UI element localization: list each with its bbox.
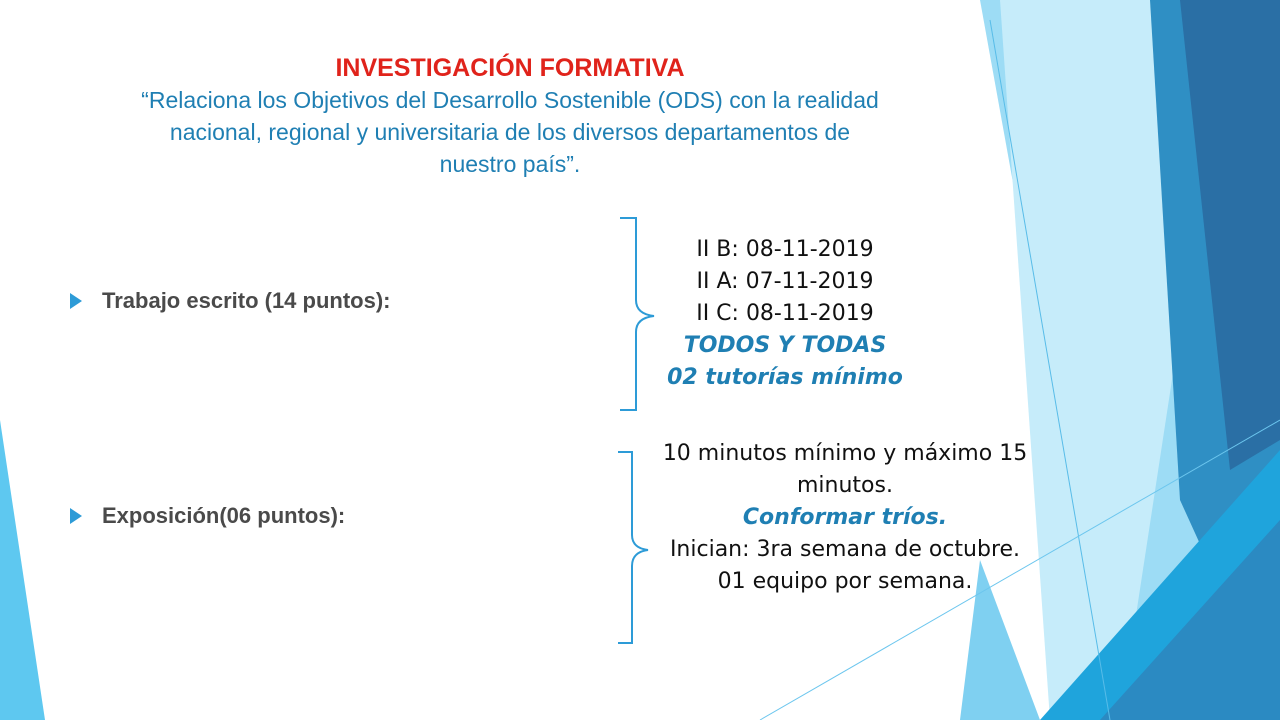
exposicion-line-2: minutos.	[797, 473, 893, 498]
trabajo-line-1: II B: 08-11-2019	[696, 237, 874, 262]
slide-subtitle-line-3: nuestro país”.	[439, 151, 581, 177]
trabajo-line-4: TODOS Y TODAS	[683, 333, 887, 358]
trabajo-line-3: II C: 08-11-2019	[696, 301, 874, 326]
left-edge-shape	[0, 420, 45, 720]
slide-subtitle-line-2: nacional, regional y universitaria de los diversos departamentos de	[169, 119, 851, 145]
exposicion-details	[640, 438, 1050, 598]
bullet-exposicion	[70, 503, 345, 529]
bullet-trabajo-label: Trabajo escrito (14 puntos):	[102, 288, 391, 313]
slide-subtitle-line-1: “Relaciona los Objetivos del Desarrollo Sostenible (ODS) con la realidad	[141, 87, 879, 113]
bullet-trabajo	[70, 288, 391, 314]
exposicion-line-1: 10 minutos mínimo y máximo 15	[662, 441, 1028, 466]
exposicion-line-5: 01 equipo por semana.	[717, 569, 973, 594]
bullet-arrow-icon	[70, 508, 82, 524]
trabajo-line-2: II A: 07-11-2019	[696, 269, 874, 294]
bullet-exposicion-label: Exposición(06 puntos):	[102, 503, 346, 528]
slide-title: INVESTIGACIÓN FORMATIVA	[335, 54, 685, 82]
exposicion-line-4: Inician: 3ra semana de octubre.	[669, 537, 1021, 562]
trabajo-details	[640, 234, 930, 394]
slide-title-block	[60, 52, 960, 180]
exposicion-line-3: Conformar tríos.	[742, 505, 948, 530]
trabajo-line-5: 02 tutorías mínimo	[667, 365, 903, 390]
bullet-arrow-icon	[70, 293, 82, 309]
